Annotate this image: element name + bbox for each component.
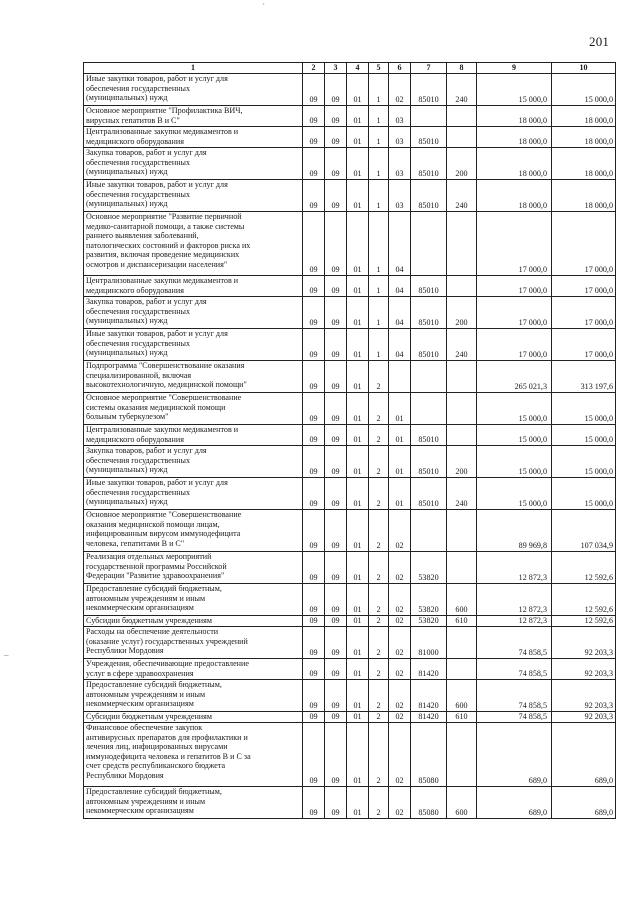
code-cell: 09 — [303, 148, 325, 180]
amount-cell: 689,0 — [477, 723, 552, 787]
code-cell: 53820 — [411, 552, 447, 584]
code-cell — [411, 106, 447, 127]
code-cell: 01 — [347, 297, 369, 329]
code-cell: 09 — [303, 297, 325, 329]
code-cell: 09 — [325, 74, 347, 106]
row-name-cell: Подпрограмма "Совершенствование оказания специализированной, включая высокотехнологичную, медицинской помощи" — [84, 361, 303, 393]
code-cell: 2 — [369, 425, 389, 446]
code-cell: 01 — [347, 127, 369, 148]
amount-cell: 12 872,3 — [477, 584, 552, 616]
amount-cell: 18 000,0 — [477, 148, 552, 180]
code-cell: 09 — [325, 393, 347, 425]
code-cell: 600 — [447, 787, 477, 819]
code-cell: 81420 — [411, 659, 447, 680]
amount-cell: 15 000,0 — [552, 425, 616, 446]
code-cell: 09 — [303, 659, 325, 680]
code-cell: 1 — [369, 329, 389, 361]
code-cell — [447, 127, 477, 148]
code-cell: 02 — [389, 584, 411, 616]
code-cell: 85010 — [411, 478, 447, 510]
code-cell: 01 — [347, 723, 369, 787]
table-row — [84, 297, 616, 329]
code-cell: 01 — [347, 393, 369, 425]
code-cell: 2 — [369, 361, 389, 393]
table-row — [84, 584, 616, 616]
code-cell: 01 — [347, 787, 369, 819]
code-cell: 01 — [347, 478, 369, 510]
table-row — [84, 787, 616, 819]
column-header: 1 — [84, 63, 303, 74]
code-cell: 09 — [303, 276, 325, 297]
code-cell: 09 — [303, 446, 325, 478]
row-name-cell: Финансовое обеспечение закупок антивирусных препаратов для профилактики и лечения лиц, инфицированных вирусами иммунодефицита человека и гепатитов В и С за счет средств республиканского бюджета Республики Мордовия — [84, 723, 303, 787]
code-cell: 600 — [447, 584, 477, 616]
code-cell: 09 — [325, 552, 347, 584]
amount-cell: 15 000,0 — [477, 425, 552, 446]
code-cell: 09 — [303, 425, 325, 446]
code-cell — [447, 425, 477, 446]
code-cell: 2 — [369, 616, 389, 627]
code-cell: 04 — [389, 329, 411, 361]
amount-cell: 15 000,0 — [477, 393, 552, 425]
code-cell: 2 — [369, 659, 389, 680]
code-cell — [447, 510, 477, 552]
amount-cell: 18 000,0 — [477, 127, 552, 148]
code-cell — [447, 212, 477, 276]
code-cell: 01 — [347, 74, 369, 106]
code-cell: 09 — [325, 659, 347, 680]
table-row — [84, 212, 616, 276]
table-row — [84, 510, 616, 552]
code-cell: 1 — [369, 106, 389, 127]
code-cell: 01 — [347, 276, 369, 297]
code-cell: 01 — [389, 446, 411, 478]
code-cell: 09 — [325, 478, 347, 510]
table-row — [84, 712, 616, 723]
column-header: 4 — [347, 63, 369, 74]
code-cell: 81420 — [411, 712, 447, 723]
amount-cell: 107 034,9 — [552, 510, 616, 552]
code-cell: 02 — [389, 627, 411, 659]
code-cell: 2 — [369, 584, 389, 616]
code-cell: 09 — [325, 106, 347, 127]
row-name-cell: Предоставление субсидий бюджетным, автономным учреждениям и иным некоммерческим организациям — [84, 787, 303, 819]
code-cell — [447, 106, 477, 127]
code-cell: 02 — [389, 659, 411, 680]
code-cell: 2 — [369, 552, 389, 584]
amount-cell: 15 000,0 — [552, 393, 616, 425]
table-row — [84, 616, 616, 627]
row-name-cell: Основное мероприятие "Совершенствование системы оказания медицинской помощи больным туберкулезом" — [84, 393, 303, 425]
code-cell: 1 — [369, 276, 389, 297]
code-cell: 200 — [447, 446, 477, 478]
code-cell: 240 — [447, 329, 477, 361]
amount-cell: 17 000,0 — [477, 276, 552, 297]
code-cell: 2 — [369, 510, 389, 552]
code-cell: 09 — [325, 212, 347, 276]
column-header: 8 — [447, 63, 477, 74]
row-name-cell: Иные закупки товаров, работ и услуг для обеспечения государственных (муниципальных) нужд — [84, 329, 303, 361]
code-cell: 2 — [369, 446, 389, 478]
code-cell — [447, 627, 477, 659]
code-cell: 1 — [369, 148, 389, 180]
code-cell: 01 — [347, 446, 369, 478]
code-cell: 01 — [347, 552, 369, 584]
amount-cell: 12 592,6 — [552, 616, 616, 627]
code-cell: 85010 — [411, 74, 447, 106]
code-cell: 09 — [303, 180, 325, 212]
amount-cell: 689,0 — [477, 787, 552, 819]
code-cell: 01 — [347, 627, 369, 659]
code-cell: 85010 — [411, 329, 447, 361]
code-cell: 03 — [389, 148, 411, 180]
amount-cell: 12 592,6 — [552, 584, 616, 616]
row-name-cell: Предоставление субсидий бюджетным, автономным учреждениям и иным некоммерческим организациям — [84, 680, 303, 712]
code-cell: 01 — [347, 659, 369, 680]
code-cell: 01 — [347, 329, 369, 361]
code-cell: 200 — [447, 297, 477, 329]
code-cell: 04 — [389, 212, 411, 276]
code-cell: 01 — [347, 106, 369, 127]
table-row — [84, 127, 616, 148]
amount-cell: 15 000,0 — [552, 446, 616, 478]
page-number: 201 — [589, 34, 610, 49]
amount-cell: 15 000,0 — [477, 478, 552, 510]
code-cell: 85010 — [411, 276, 447, 297]
code-cell: 09 — [325, 425, 347, 446]
amount-cell: 17 000,0 — [477, 329, 552, 361]
code-cell — [447, 361, 477, 393]
code-cell: 2 — [369, 478, 389, 510]
code-cell: 01 — [347, 212, 369, 276]
code-cell: 01 — [389, 425, 411, 446]
code-cell: 01 — [389, 478, 411, 510]
row-name-cell: Иные закупки товаров, работ и услуг для обеспечения государственных (муниципальных) нужд — [84, 180, 303, 212]
table-row — [84, 627, 616, 659]
code-cell: 09 — [303, 680, 325, 712]
amount-cell: 15 000,0 — [552, 478, 616, 510]
amount-cell: 92 203,3 — [552, 627, 616, 659]
code-cell: 2 — [369, 787, 389, 819]
column-header: 6 — [389, 63, 411, 74]
code-cell: 2 — [369, 627, 389, 659]
code-cell: 2 — [369, 680, 389, 712]
amount-cell: 17 000,0 — [477, 297, 552, 329]
code-cell: 09 — [325, 148, 347, 180]
code-cell: 09 — [325, 127, 347, 148]
amount-cell: 17 000,0 — [552, 212, 616, 276]
code-cell: 09 — [303, 627, 325, 659]
code-cell: 1 — [369, 74, 389, 106]
table-row — [84, 361, 616, 393]
code-cell: 03 — [389, 106, 411, 127]
amount-cell: 18 000,0 — [477, 106, 552, 127]
amount-cell: 92 203,3 — [552, 659, 616, 680]
row-name-cell: Централизованные закупки медикаментов и медицинского оборудования — [84, 276, 303, 297]
code-cell: 85010 — [411, 127, 447, 148]
code-cell: 2 — [369, 723, 389, 787]
code-cell: 09 — [325, 627, 347, 659]
code-cell — [411, 361, 447, 393]
code-cell: 02 — [389, 74, 411, 106]
row-name-cell: Реализация отдельных мероприятий государственной программы Российской Федерации "Развитие здравоохранения" — [84, 552, 303, 584]
code-cell: 53820 — [411, 584, 447, 616]
amount-cell: 17 000,0 — [552, 329, 616, 361]
code-cell: 09 — [303, 74, 325, 106]
code-cell: 09 — [325, 712, 347, 723]
amount-cell: 92 203,3 — [552, 712, 616, 723]
code-cell: 01 — [347, 148, 369, 180]
table-row — [84, 329, 616, 361]
code-cell: 09 — [325, 446, 347, 478]
code-cell — [447, 552, 477, 584]
code-cell: 09 — [325, 787, 347, 819]
amount-cell: 18 000,0 — [552, 180, 616, 212]
row-name-cell: Основное мероприятие "Развитие первичной медико-санитарной помощи, а также системы раннего выявления заболеваний, патологических состояний и факторов риска их развития, включая проведение медицинских осмотров и диспансеризации населения" — [84, 212, 303, 276]
column-header: 10 — [552, 63, 616, 74]
column-header: 2 — [303, 63, 325, 74]
code-cell: 1 — [369, 297, 389, 329]
code-cell: 09 — [303, 212, 325, 276]
code-cell: 01 — [347, 180, 369, 212]
code-cell: 85080 — [411, 787, 447, 819]
code-cell: 610 — [447, 712, 477, 723]
amount-cell: 74 858,5 — [477, 680, 552, 712]
code-cell: 02 — [389, 510, 411, 552]
table-body — [84, 74, 616, 819]
table-row — [84, 393, 616, 425]
amount-cell: 18 000,0 — [552, 148, 616, 180]
row-name-cell: Закупка товаров, работ и услуг для обеспечения государственных (муниципальных) нужд — [84, 446, 303, 478]
budget-table — [83, 62, 616, 819]
amount-cell: 17 000,0 — [552, 276, 616, 297]
table-row — [84, 180, 616, 212]
code-cell: 01 — [347, 680, 369, 712]
code-cell: 02 — [389, 723, 411, 787]
code-cell: 03 — [389, 127, 411, 148]
amount-cell: 313 197,6 — [552, 361, 616, 393]
row-name-cell: Закупка товаров, работ и услуг для обеспечения государственных (муниципальных) нужд — [84, 148, 303, 180]
table-row — [84, 552, 616, 584]
row-name-cell: Расходы на обеспечение деятельности (оказание услуг) государственных учреждений Республики Мордовия — [84, 627, 303, 659]
code-cell: 1 — [369, 127, 389, 148]
code-cell: 09 — [303, 127, 325, 148]
code-cell: 09 — [325, 276, 347, 297]
table-row — [84, 446, 616, 478]
code-cell: 85010 — [411, 446, 447, 478]
code-cell: 09 — [303, 552, 325, 584]
code-cell: 09 — [325, 510, 347, 552]
code-cell: 09 — [325, 361, 347, 393]
amount-cell: 92 203,3 — [552, 680, 616, 712]
amount-cell: 18 000,0 — [477, 180, 552, 212]
row-name-cell: Иные закупки товаров, работ и услуг для обеспечения государственных (муниципальных) нужд — [84, 478, 303, 510]
amount-cell: 74 858,5 — [477, 627, 552, 659]
code-cell: 09 — [303, 787, 325, 819]
code-cell: 85010 — [411, 180, 447, 212]
table-row — [84, 74, 616, 106]
code-cell: 09 — [325, 616, 347, 627]
amount-cell: 689,0 — [552, 787, 616, 819]
code-cell: 240 — [447, 74, 477, 106]
row-name-cell: Субсидии бюджетным учреждениям — [84, 712, 303, 723]
code-cell: 200 — [447, 148, 477, 180]
code-cell: 02 — [389, 712, 411, 723]
code-cell: 01 — [389, 393, 411, 425]
code-cell: 01 — [347, 616, 369, 627]
amount-cell: 689,0 — [552, 723, 616, 787]
amount-cell: 15 000,0 — [477, 74, 552, 106]
code-cell: 09 — [303, 106, 325, 127]
code-cell: 1 — [369, 212, 389, 276]
code-cell: 09 — [303, 510, 325, 552]
amount-cell: 12 872,3 — [477, 552, 552, 584]
table-row — [84, 478, 616, 510]
code-cell: 240 — [447, 478, 477, 510]
code-cell: 09 — [325, 329, 347, 361]
code-cell: 01 — [347, 425, 369, 446]
code-cell — [389, 361, 411, 393]
amount-cell: 18 000,0 — [552, 106, 616, 127]
code-cell: 09 — [303, 361, 325, 393]
code-cell: 01 — [347, 712, 369, 723]
code-cell: 85010 — [411, 425, 447, 446]
table-row — [84, 723, 616, 787]
amount-cell: 12 872,3 — [477, 616, 552, 627]
column-header: 3 — [325, 63, 347, 74]
code-cell: 09 — [303, 393, 325, 425]
column-header: 9 — [477, 63, 552, 74]
amount-cell: 17 000,0 — [477, 212, 552, 276]
table-row — [84, 425, 616, 446]
amount-cell: 12 592,6 — [552, 552, 616, 584]
amount-cell: 74 858,5 — [477, 659, 552, 680]
code-cell: 09 — [303, 712, 325, 723]
code-cell — [447, 393, 477, 425]
row-name-cell: Предоставление субсидий бюджетным, автономным учреждениям и иным некоммерческим организациям — [84, 584, 303, 616]
code-cell: 600 — [447, 680, 477, 712]
code-cell: 03 — [389, 180, 411, 212]
amount-cell: 15 000,0 — [477, 446, 552, 478]
amount-cell: 15 000,0 — [552, 74, 616, 106]
code-cell: 53820 — [411, 616, 447, 627]
code-cell: 02 — [389, 787, 411, 819]
code-cell: 85010 — [411, 148, 447, 180]
code-cell — [447, 723, 477, 787]
column-header: 5 — [369, 63, 389, 74]
code-cell: 85080 — [411, 723, 447, 787]
row-name-cell: Централизованные закупки медикаментов и медицинского оборудования — [84, 127, 303, 148]
code-cell — [447, 659, 477, 680]
scan-mark: ˊ — [262, 2, 265, 12]
code-cell: 09 — [325, 680, 347, 712]
code-cell: 610 — [447, 616, 477, 627]
table-row — [84, 148, 616, 180]
column-header: 7 — [411, 63, 447, 74]
code-cell: 02 — [389, 616, 411, 627]
code-cell: 09 — [303, 723, 325, 787]
row-name-cell: Иные закупки товаров, работ и услуг для обеспечения государственных (муниципальных) нужд — [84, 74, 303, 106]
amount-cell: 89 969,8 — [477, 510, 552, 552]
table-row — [84, 659, 616, 680]
table-header-row — [84, 63, 616, 74]
code-cell: 85010 — [411, 297, 447, 329]
table-row — [84, 680, 616, 712]
code-cell: 09 — [303, 616, 325, 627]
amount-cell: 265 021,3 — [477, 361, 552, 393]
row-name-cell: Субсидии бюджетным учреждениям — [84, 616, 303, 627]
amount-cell: 17 000,0 — [552, 297, 616, 329]
code-cell: 01 — [347, 584, 369, 616]
code-cell: 04 — [389, 276, 411, 297]
code-cell — [411, 393, 447, 425]
code-cell: 04 — [389, 297, 411, 329]
row-name-cell: Централизованные закупки медикаментов и медицинского оборудования — [84, 425, 303, 446]
code-cell: 81000 — [411, 627, 447, 659]
table-row — [84, 106, 616, 127]
code-cell: 02 — [389, 552, 411, 584]
row-name-cell: Учреждения, обеспечивающие предоставление услуг в сфере здравоохранения — [84, 659, 303, 680]
code-cell: 02 — [389, 680, 411, 712]
code-cell: 2 — [369, 712, 389, 723]
code-cell: 09 — [303, 584, 325, 616]
code-cell: 09 — [325, 584, 347, 616]
code-cell: 81420 — [411, 680, 447, 712]
table-row — [84, 276, 616, 297]
amount-cell: 18 000,0 — [552, 127, 616, 148]
amount-cell: 74 858,5 — [477, 712, 552, 723]
code-cell: 1 — [369, 180, 389, 212]
code-cell: 09 — [325, 723, 347, 787]
code-cell: 09 — [325, 297, 347, 329]
code-cell: 240 — [447, 180, 477, 212]
row-name-cell: Основное мероприятие "Совершенствование оказания медицинской помощи лицам, инфицированным вирусом иммунодефицита человека, гепатитами В и С" — [84, 510, 303, 552]
code-cell — [411, 510, 447, 552]
code-cell — [447, 276, 477, 297]
code-cell — [411, 212, 447, 276]
code-cell: 09 — [303, 478, 325, 510]
code-cell: 09 — [325, 180, 347, 212]
code-cell: 01 — [347, 510, 369, 552]
code-cell: 09 — [303, 329, 325, 361]
code-cell: 01 — [347, 361, 369, 393]
code-cell: 2 — [369, 393, 389, 425]
scan-mark: – — [4, 650, 9, 660]
row-name-cell: Основное мероприятие "Профилактика ВИЧ, вирусных гепатитов В и С" — [84, 106, 303, 127]
row-name-cell: Закупка товаров, работ и услуг для обеспечения государственных (муниципальных) нужд — [84, 297, 303, 329]
